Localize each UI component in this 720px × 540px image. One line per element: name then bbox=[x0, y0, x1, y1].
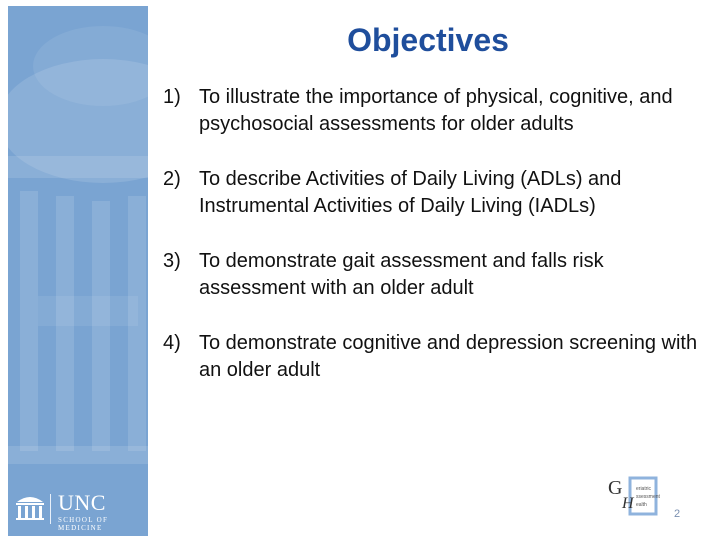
logo-divider bbox=[50, 494, 51, 524]
svg-text:ealth: ealth bbox=[636, 502, 647, 508]
unc-school-of-medicine-logo bbox=[8, 486, 148, 530]
svg-text:eriatric: eriatric bbox=[636, 486, 652, 492]
objective-item bbox=[163, 248, 703, 302]
slide-title: Objectives bbox=[347, 22, 509, 58]
objective-item bbox=[163, 330, 703, 384]
objective-number: 3) bbox=[163, 250, 181, 272]
gah-logo-icon bbox=[606, 476, 664, 516]
objective-text: To demonstrate gait assessment and falls risk assessment with an older adult bbox=[199, 250, 604, 299]
svg-text:ssessment: ssessment bbox=[636, 494, 660, 500]
svg-text:G: G bbox=[608, 477, 623, 499]
svg-text:H: H bbox=[622, 495, 634, 512]
objective-item bbox=[163, 166, 703, 220]
objective-number: 1) bbox=[163, 86, 181, 108]
objective-text: To illustrate the importance of physical, cognitive, and psychosocial assessments for older adults bbox=[199, 86, 673, 135]
objective-number: 2) bbox=[163, 168, 181, 190]
sidebar-panel bbox=[8, 6, 148, 536]
objective-text: To describe Activities of Daily Living (ADLs) and Instrumental Activities of Daily Living (IADLs) bbox=[199, 168, 622, 217]
old-well-building-icon bbox=[8, 6, 148, 476]
logo-name: UNC bbox=[58, 490, 106, 515]
objective-item bbox=[163, 84, 703, 138]
objective-number: 4) bbox=[163, 332, 181, 354]
objective-text: To demonstrate cognitive and depression screening with an older adult bbox=[199, 332, 698, 381]
objectives-list bbox=[163, 84, 703, 384]
unc-well-logo-icon bbox=[14, 492, 46, 522]
page-number: 2 bbox=[674, 508, 681, 520]
logo-subtitle: SCHOOL OF MEDICINE bbox=[58, 516, 109, 532]
